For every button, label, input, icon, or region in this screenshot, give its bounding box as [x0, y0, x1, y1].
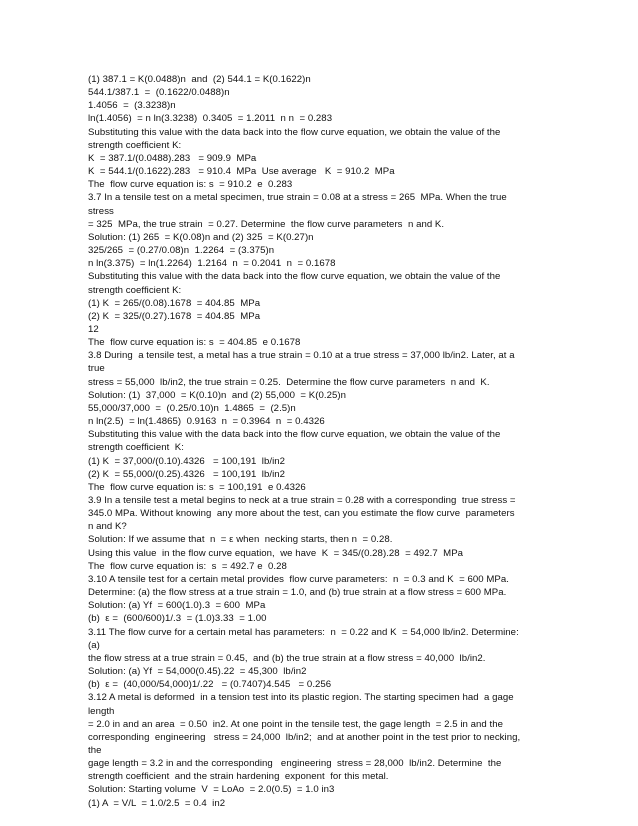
text-line: 55,000/37,000 = (0.25/0.10)n 1.4865 = (2.5)n	[88, 402, 296, 414]
text-line: Solution: (1) 37,000 = K(0.10)n and (2) 55,000 = K(0.25)n	[88, 389, 346, 401]
text-line: (1) K = 37,000/(0.10).4326 = 100,191 lb/in2	[88, 455, 286, 467]
text-line: The flow curve equation is: s = 404.85 e 0.1678	[88, 337, 301, 349]
document-page	[88, 73, 558, 810]
text-line: The flow curve equation is: s = 100,191 e 0.4326	[88, 481, 306, 493]
text-line: Solution: (a) Yf = 600(1.0).3 = 600 MPa	[88, 600, 266, 612]
text-line: The flow curve equation is: s = 910.2 e 0.283	[88, 179, 293, 191]
text-line: strength coefficient K:	[88, 442, 184, 454]
text-line: 345.0 MPa. Without knowing any more about the test, can you estimate the flow curve parameters	[88, 508, 515, 520]
text-line: Determine: (a) the flow stress at a true strain = 1.0, and (b) true strain at a flow stress = 600 MPa.	[88, 587, 507, 599]
text-line: K = 544.1/(0.1622).283 = 910.4 MPa Use average K = 910.2 MPa	[88, 166, 395, 178]
text-line: length	[88, 705, 115, 717]
text-line: (2) K = 325/(0.27).1678 = 404.85 MPa	[88, 310, 261, 322]
text-line: n ln(2.5) = ln(1.4865) 0.9163 n = 0.3964 n = 0.4326	[88, 416, 325, 428]
text-line: The flow curve equation is: s = 492.7 e 0.28	[88, 560, 287, 572]
text-line: 3.12 A metal is deformed in a tension test into its plastic region. The starting specimen had a gage	[88, 692, 514, 704]
text-line: strength coefficient K:	[88, 284, 182, 296]
text-line: 3.9 In a tensile test a metal begins to neck at a true strain = 0.28 with a corresponding true stress =	[88, 495, 516, 506]
text-line: Substituting this value with the data back into the flow curve equation, we obtain the value of the	[88, 271, 501, 283]
text-line: 1.4056 = (3.3238)n	[88, 100, 176, 112]
text-line: (b) ε = (600/600)1/.3 = (1.0)3.33 = 1.00	[88, 613, 267, 625]
text-line: = 325 MPa, the true strain = 0.27. Determine the flow curve parameters n and K.	[88, 218, 445, 230]
text-line: n ln(3.375) = ln(1.2264) 1.2164 n = 0.2041 n = 0.1678	[88, 258, 336, 270]
text-line: 544.1/387.1 = (0.1622/0.0488)n	[88, 87, 230, 99]
text-line: (2) K = 55,000/(0.25).4326 = 100,191 lb/in2	[88, 468, 286, 480]
text-line: 3.8 During a tensile test, a metal has a true strain = 0.10 at a true stress = 37,000 lb/in2. Later, at a	[88, 350, 515, 362]
text-line: n and K?	[88, 521, 127, 533]
text-line: Substituting this value with the data back into the flow curve equation, we obtain the value of the	[88, 429, 501, 441]
text-line: Solution: (a) Yf = 54,000(0.45).22 = 45,300 lb/in2	[88, 666, 307, 678]
text-line: stress = 55,000 lb/in2, the true strain = 0.25. Determine the flow curve parameters n and K.	[88, 376, 490, 388]
text-line: gage length = 3.2 in and the corresponding engineering stress = 28,000 lb/in2. Determine the	[88, 758, 502, 770]
text-line: Solution: (1) 265 = K(0.08)n and (2) 325 = K(0.27)n	[88, 231, 314, 243]
text-line: = 2.0 in and an area = 0.50 in2. At one point in the tensile test, the gage length = 2.5 in and the	[88, 718, 504, 730]
text-line: true	[88, 363, 105, 375]
text-line: 3.10 A tensile test for a certain metal provides flow curve parameters: n = 0.3 and K = 600 MPa.	[88, 573, 509, 585]
text-line: the flow stress at a true strain = 0.45, and (b) the true strain at a flow stress = 40,000 lb/in2.	[88, 652, 486, 664]
text-line: 3.7 In a tensile test on a metal specimen, true strain = 0.08 at a stress = 265 MPa. When the true	[88, 192, 507, 204]
text-line: K = 387.1/(0.0488).283 = 909.9 MPa	[88, 152, 257, 164]
text-line: the	[88, 744, 102, 756]
text-line: (a)	[88, 639, 100, 651]
text-line: stress	[88, 205, 114, 217]
text-line: Using this value in the flow curve equation, we have K = 345/(0.28).28 = 492.7 MPa	[88, 547, 464, 559]
text-line: ln(1.4056) = n ln(3.3238) 0.3405 = 1.2011 n n = 0.283	[88, 113, 333, 125]
page-number: 12	[88, 323, 99, 335]
text-line: Substituting this value with the data back into the flow curve equation, we obtain the value of the	[88, 126, 501, 138]
text-line: (1) 387.1 = K(0.0488)n and (2) 544.1 = K(0.1622)n	[88, 74, 311, 85]
text-line: strength coefficient and the strain hardening exponent for this metal.	[88, 771, 389, 783]
text-line: (1) K = 265/(0.08).1678 = 404.85 MPa	[88, 297, 261, 309]
text-line: corresponding engineering stress = 24,000 lb/in2; and at another point in the test prior to necking,	[88, 731, 521, 743]
text-line: Solution: If we assume that n = ε when necking starts, then n = 0.28.	[88, 534, 393, 546]
text-line: (1) A = V/L = 1.0/2.5 = 0.4 in2	[88, 797, 226, 809]
text-line: Solution: Starting volume V = LoAo = 2.0(0.5) = 1.0 in3	[88, 784, 335, 796]
text-line: strength coefficient K:	[88, 139, 182, 151]
text-line: 325/265 = (0.27/0.08)n 1.2264 = (3.375)n	[88, 245, 275, 257]
text-line: (b) ε = (40,000/54,000)1/.22 = (0.7407)4.545 = 0.256	[88, 679, 332, 691]
text-line: 3.11 The flow curve for a certain metal has parameters: n = 0.22 and K = 54,000 lb/in2. Determine:	[88, 626, 519, 638]
